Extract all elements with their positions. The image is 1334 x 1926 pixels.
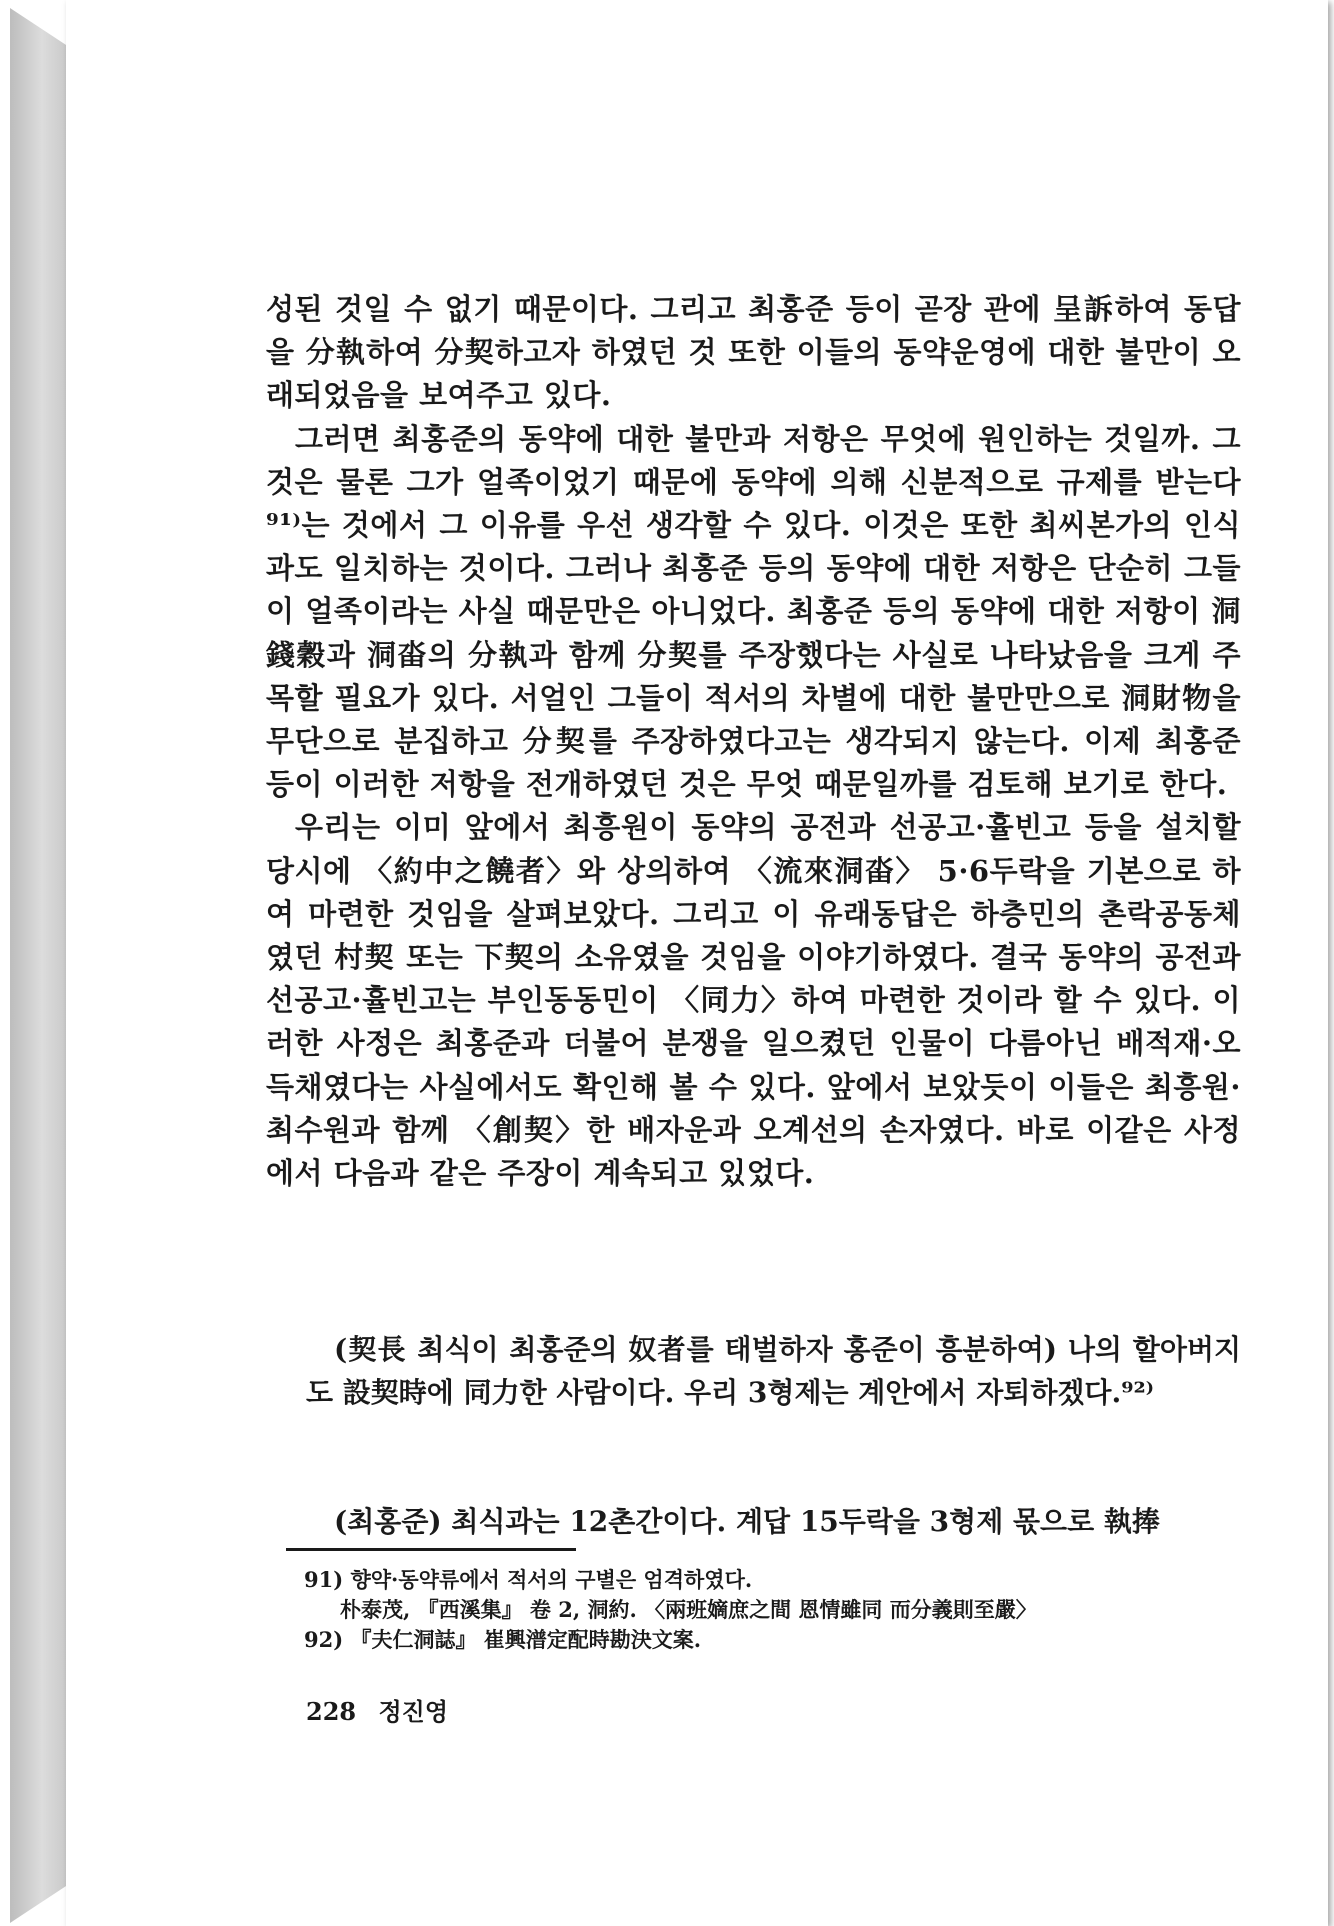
page-footer [306,1692,462,1727]
quote-1-text: (契長 최식이 최홍준의 奴者를 태벌하자 홍준이 흥분하여) 나의 할아버지도 設契時에 同力한 사람이다. 우리 3형제는 계안에서 자퇴하겠다.⁹²⁾ [306,1333,1241,1409]
main-text [266,288,1241,1195]
paragraph-2: 그러면 최홍준의 동약에 대한 불만과 저항은 무엇에 원인하는 것일까. 그것은 물론 그가 얼족이었기 때문에 동약에 의해 신분적으로 규제를 받는다⁹¹⁾는 것에서 그 이유를 우선 생각할 수 있다. 이것은 또한 최씨본가의 인식과도 일치하는 것이다. 그러나 최홍준 등의 동약에 대한 저항은 단순히 그들이 얼족이라는 사실 때문만은 아니었다. 최홍준 등의 동약에 대한 저항이 洞錢穀과 洞畓의 分執과 함께 分契를 주장했다는 사실로 나타났음을 크게 주목할 필요가 있다. 서얼인 그들이 적서의 차별에 대한 불만만으로 洞財物을 무단으로 분집하고 分契를 주장하였다고는 생각되지 않는다. 이제 최홍준 등이 이러한 저항을 전개하였던 것은 무엇 때문일까를 검토해 보기로 한다. [266,421,1241,802]
footnotes [304,1565,1244,1655]
footnote-91-citation: 朴泰茂, 『西溪集』 卷 2, 洞約. 〈兩班嫡庶之間 恩情雖同 而分義則至嚴〉 [340,1597,1037,1622]
book-page [66,0,1328,1926]
block-quote-1 [306,1328,1241,1414]
paragraph-3: 우리는 이미 앞에서 최흥원이 동약의 공전과 선공고·휼빈고 등을 설치할 당시에 〈約中之饒者〉와 상의하여 〈流來洞畓〉 5·6두락을 기본으로 하여 마련한 것임을 살펴보았다. 그리고 이 유래동답은 하층민의 촌락공동체였던 村契 또는 下契의 소유였을 것임을 이야기하였다. 결국 동약의 공전과 선공고·휼빈고는 부인동동민이 〈同力〉하여 마련한 것이라 할 수 있다. 이러한 사정은 최홍준과 더불어 분쟁을 일으켰던 인물이 다름아닌 배적재·오득채였다는 사실에서도 확인해 볼 수 있다. 앞에서 보았듯이 이들은 최흥원·최수원과 함께 〈創契〉한 배자운과 오계선의 손자였다. 바로 이같은 사정에서 다음과 같은 주장이 계속되고 있었다. [266,810,1241,1191]
paragraph-1: 성된 것일 수 없기 때문이다. 그리고 최홍준 등이 곧장 관에 呈訴하여 동답을 分執하여 分契하고자 하였던 것 또한 이들의 동약운영에 대한 불만이 오래되었음을 보여주고 있다. [266,292,1241,413]
footnote-91: 91) 향약·동약류에서 적서의 구별은 엄격하였다. [304,1567,753,1592]
page-number: 228 [306,1697,357,1726]
footnote-divider [286,1548,576,1551]
block-quote-2: (최홍준) 최식과는 12촌간이다. 계답 15두락을 3형제 몫으로 執捧 [334,1505,1160,1538]
book-spine [10,8,68,1923]
footnote-92: 92) 『夫仁洞誌』 崔興潽定配時勘決文案. [304,1627,702,1652]
author-name: 정진영 [378,1697,449,1726]
